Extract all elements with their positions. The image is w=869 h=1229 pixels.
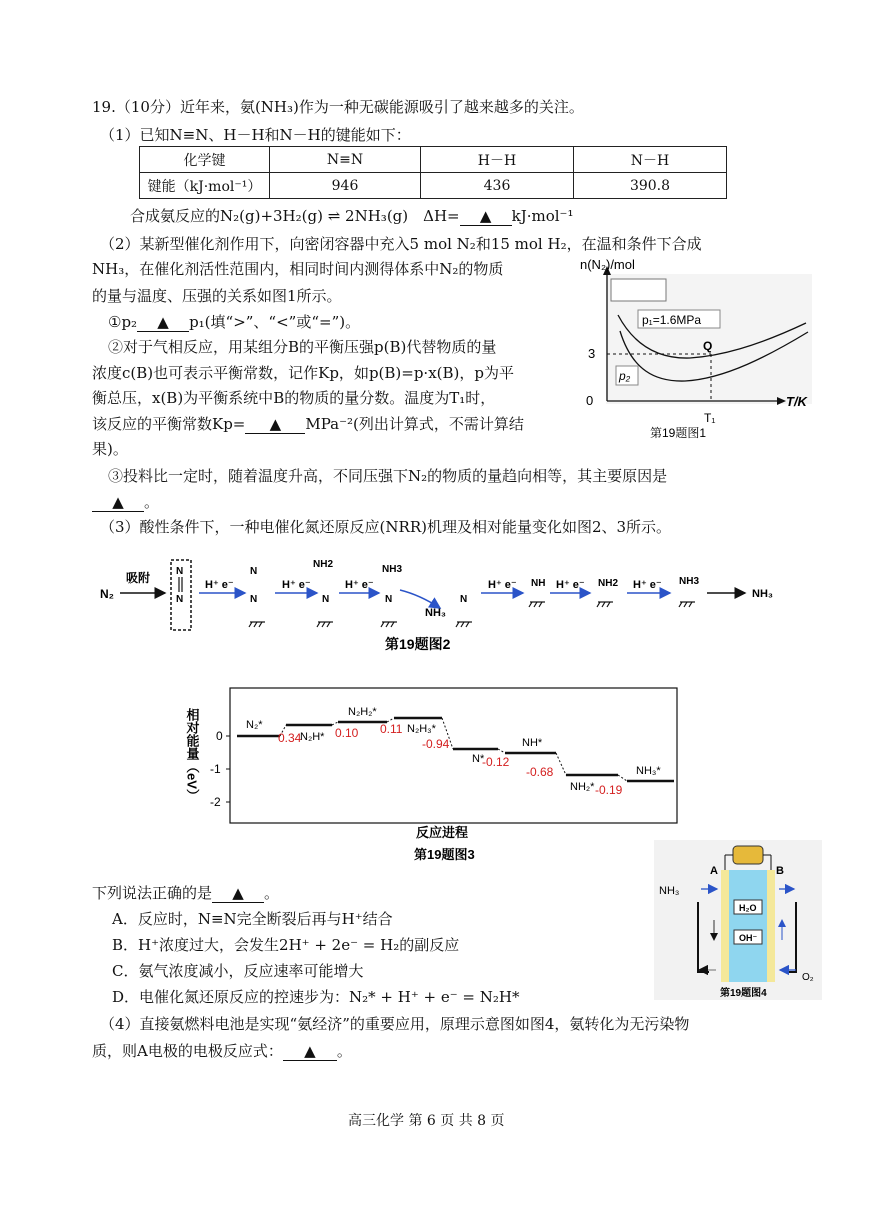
bond-energy-table xyxy=(139,146,727,199)
barrier-label: -0.94 xyxy=(422,737,450,751)
choice-prompt-text: 下列说法正确的是 xyxy=(92,884,213,902)
choice-d: D．电催化氮还原反应的控速步为：N₂* + H⁺ + e⁻ = N₂H* xyxy=(112,988,520,1006)
reaction-unit: kJ·mol⁻¹ xyxy=(511,207,574,225)
page-footer: 高三化学 第 6 页 共 8 页 xyxy=(348,1113,505,1129)
y-tick-label: -2 xyxy=(210,795,221,809)
y-axis-label: 相对能量（eV） xyxy=(184,708,200,802)
nh3-inlet-label: NH₃ xyxy=(659,885,680,897)
atom-n: N xyxy=(385,594,393,605)
sub2-kp-prefix: 该反应的平衡常数Kp= xyxy=(92,415,246,433)
atom-n: N xyxy=(322,594,330,605)
x-axis-label: 反应进程 xyxy=(416,825,469,840)
sub3-suffix: 。 xyxy=(144,493,160,511)
barrier-label: 0.11 xyxy=(380,722,403,736)
atom-n: N xyxy=(176,594,184,605)
energy-levels xyxy=(237,718,674,781)
h2o-label: H₂O xyxy=(739,903,757,913)
species-label: N* xyxy=(472,753,485,765)
species-label: NH₂* xyxy=(570,781,595,793)
electrode-b xyxy=(767,870,775,982)
atom-n: N xyxy=(176,566,184,577)
part4-suffix: 。 xyxy=(336,1042,352,1060)
atom-nh3: NH3 xyxy=(679,576,700,587)
atom-nh2: NH2 xyxy=(313,559,334,570)
plot-frame xyxy=(230,688,677,823)
part4-prefix: 质，则A电极的电极反应式： xyxy=(92,1042,283,1060)
sub2-line2: 浓度c(B)也可表示平衡常数，记作Kp，如p(B)=p·x(B)，p为平 xyxy=(92,364,514,382)
figure-4-caption: 第19题图4 xyxy=(720,988,767,999)
nh3-release-arrow xyxy=(400,590,440,608)
sub1-line xyxy=(108,311,360,332)
figure-4 xyxy=(654,840,822,1000)
y-tick-label: 0 xyxy=(216,729,223,743)
species-label: N₂* xyxy=(246,719,263,731)
table-header: 化学键 xyxy=(140,147,270,173)
sub2-line1: ②对于气相反应，用某组分B的平衡压强p(B)代替物质的量 xyxy=(108,338,497,356)
nh3-product: NH₃ xyxy=(752,588,773,600)
choice-prompt-suffix: 。 xyxy=(264,884,280,902)
step-label: H⁺ e⁻ xyxy=(345,579,374,591)
part2-line3: 的量与温度、压强的关系如图1所示。 xyxy=(92,287,342,305)
sub2-kp-suffix: MPa⁻²(列出计算式，不需计算结 xyxy=(305,415,524,433)
figure-2-caption: 第19题图2 xyxy=(385,636,451,652)
question-header: 19.（10分）近年来，氨(NH₃)作为一种无碳能源吸引了越来越多的关注。 xyxy=(92,98,584,116)
sub2-line3: 衡总压，x(B)为平衡系统中B的物质的量分数。温度为T₁时， xyxy=(92,389,496,407)
load-device xyxy=(733,846,763,864)
curve-label-p1: p₁=1.6MPa xyxy=(642,313,702,327)
electrolyte xyxy=(729,870,767,982)
step-label: H⁺ e⁻ xyxy=(488,579,517,591)
table-cell: 436 xyxy=(421,173,574,199)
step-label: H⁺ e⁻ xyxy=(633,579,662,591)
answer-blank[interactable]: ▲ xyxy=(212,884,264,903)
n2-reactant: N₂ xyxy=(100,587,114,601)
sub3-line2 xyxy=(92,491,159,512)
sub2-line5: 果)。 xyxy=(92,440,128,458)
adsorption-label: 吸附 xyxy=(126,571,151,585)
barrier-label: 0.10 xyxy=(335,726,359,740)
answer-blank[interactable]: ▲ xyxy=(137,313,189,332)
step-label: H⁺ e⁻ xyxy=(205,579,234,591)
part2-line2: NH₃，在催化剂活性范围内，相同时间内测得体系中N₂的物质 xyxy=(92,260,504,278)
table-cell: 946 xyxy=(270,173,421,199)
sub2-line4 xyxy=(92,413,524,434)
origin-label: 0 xyxy=(586,393,594,408)
species-label: NH₃* xyxy=(636,765,661,777)
o2-label: O₂ xyxy=(802,972,814,983)
reaction-equation: 合成氨反应的N₂(g)+3H₂(g) ⇌ 2NH₃(g) ΔH= xyxy=(130,207,460,225)
species-label: NH* xyxy=(522,737,543,749)
x-tick-label: T₁ xyxy=(704,411,716,425)
answer-blank[interactable]: ▲ xyxy=(92,493,144,512)
barrier-label: -0.12 xyxy=(482,755,510,769)
table-header: N－H xyxy=(574,147,727,173)
oh-label: OH⁻ xyxy=(739,933,758,943)
choice-c: C．氨气浓度减小，反应速率可能增大 xyxy=(112,962,364,980)
atom-n: N xyxy=(250,566,258,577)
choice-b: B．H⁺浓度过大，会发生2H⁺ + 2e⁻ = H₂的副反应 xyxy=(112,936,460,954)
reaction-line xyxy=(130,205,573,226)
choice-a: A．反应时，N≡N完全断裂后再与H⁺结合 xyxy=(112,910,393,928)
electrode-b-label: B xyxy=(776,865,784,877)
sub1-suffix: p₁(填“>”、“<”或“=”)。 xyxy=(189,313,361,331)
answer-blank[interactable]: ▲ xyxy=(460,207,512,226)
table-header: N≡N xyxy=(270,147,421,173)
table-header: H－H xyxy=(421,147,574,173)
atom-n: N xyxy=(250,594,258,605)
table-cell: 390.8 xyxy=(574,173,727,199)
part3-intro: （3）酸性条件下，一种电催化氮还原反应(NRR)机理及相对能量变化如图2、3所示。 xyxy=(100,518,672,536)
figure-2 xyxy=(95,550,795,660)
atom-nh3: NH3 xyxy=(382,564,403,575)
sub3-line1: ③投料比一定时，随着温度升高，不同压强下N₂的物质的量趋向相等，其主要原因是 xyxy=(108,467,668,485)
y-tick-label: 3 xyxy=(588,346,596,361)
answer-blank[interactable]: ▲ xyxy=(283,1042,337,1061)
electrode-a-label: A xyxy=(710,865,718,877)
nh3-released: NH₃ xyxy=(425,607,446,619)
figure-3-caption: 第19题图3 xyxy=(414,847,475,862)
step-label: H⁺ e⁻ xyxy=(556,579,585,591)
atom-nh: NH xyxy=(531,578,546,589)
electrode-a xyxy=(721,870,729,982)
table-row-label: 键能（kJ·mol⁻¹） xyxy=(140,173,270,199)
part4-line2 xyxy=(92,1040,352,1061)
y-tick-label: -1 xyxy=(210,762,221,776)
legend-box xyxy=(611,279,666,301)
answer-blank[interactable]: ▲ xyxy=(245,415,305,434)
barrier-label: 0.34 xyxy=(278,731,302,745)
curve-label-p2: p₂ xyxy=(619,369,631,383)
atom-n: N xyxy=(460,594,468,605)
atom-nh2: NH2 xyxy=(598,578,619,589)
y-axis-label: n(N₂)/mol xyxy=(580,257,635,272)
species-label: N₂H* xyxy=(300,731,325,743)
figure-1 xyxy=(570,252,818,442)
choice-prompt xyxy=(92,882,279,903)
species-label: N₂H₂* xyxy=(348,706,377,718)
part2-line1: （2）某新型催化剂作用下，向密闭容器中充入5 mol N₂和15 mol H₂，在温和条件下合成 xyxy=(100,235,702,253)
point-q-label: Q xyxy=(703,339,713,353)
surface-hatches xyxy=(249,602,695,627)
x-axis-label: T/K xyxy=(786,394,807,409)
figure-1-caption: 第19题图1 xyxy=(650,426,707,440)
part4-line1: （4）直接氨燃料电池是实现“氨经济”的重要应用，原理示意图如图4，氨转化为无污染物 xyxy=(100,1015,690,1033)
sub1-prefix: ①p₂ xyxy=(108,313,138,331)
barrier-label: -0.19 xyxy=(595,783,623,797)
figure-3 xyxy=(182,680,692,865)
barrier-label: -0.68 xyxy=(526,765,554,779)
species-label: N₂H₃* xyxy=(407,723,436,735)
part1-intro: （1）已知N≡N、H－H和N－H的键能如下： xyxy=(100,126,411,144)
step-label: H⁺ e⁻ xyxy=(282,579,311,591)
